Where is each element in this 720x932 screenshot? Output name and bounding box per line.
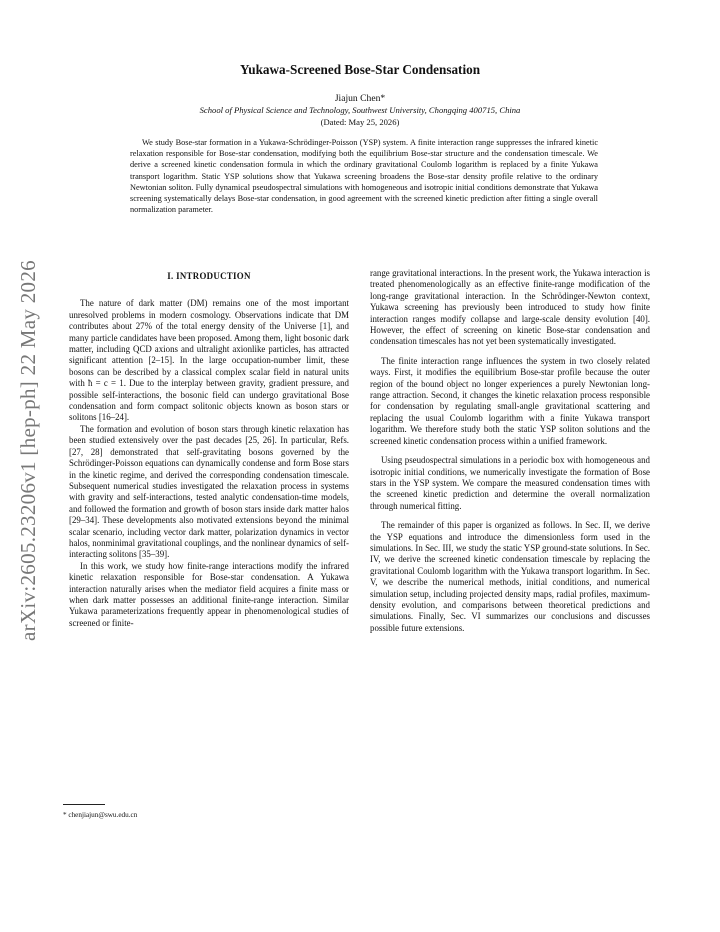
paragraph: The nature of dark matter (DM) remains one of the most important unresolved problems in modern cosmology. Observations indicate that DM contributes about 27% of the total energy density of the Universe [1], and many particle candidates have been proposed. Among them, light bosonic dark matter, including QCD axions and ultralight axionlike particles, has attracted significant attention [2–15]. In the large occupation-number limit, these bosons can be described by a classical complex scalar field in natural units with ħ = c = 1. Due to the interplay between gravity, gradient pressure, and possible self-interactions, the bosonic field can undergo gravitational Bose condensation and form compact solitonic objects known as boson stars or solitons [16–24]. bbox=[69, 298, 349, 423]
paragraph: The remainder of this paper is organized as follows. In Sec. II, we derive the YSP equations and introduce the dimensionless form used in the simulations. In Sec. III, we study the static YSP ground-state solutions. In Sec. IV, we derive the screened kinetic condensation timescale by replacing the gravitational Coulomb logarithm with the Yukawa transport logarithm. In Sec. V, we describe the numerical methods, initial conditions, and numerical simulation setup, including projected density maps, radial profiles, maximum-density evolution, and comparisons between theoretical predictions and simulations. Finally, Sec. VI summarizes our conclusions and discusses possible future extensions. bbox=[370, 520, 650, 633]
paragraph: Using pseudospectral simulations in a periodic box with homogeneous and isotropic initial conditions, we numerically investigate the formation of Bose stars in the YSP system. We compare the measured condensation times with the screened kinetic prediction and determine the overall normalization through numerical fitting. bbox=[370, 455, 650, 511]
date-line: (Dated: May 25, 2026) bbox=[320, 117, 400, 127]
section-heading-introduction: I. INTRODUCTION bbox=[167, 271, 251, 281]
right-column bbox=[370, 268, 650, 634]
affiliation: School of Physical Science and Technology, Southwest University, Chongqing 400715, China bbox=[199, 105, 521, 115]
paper-title: Yukawa-Screened Bose-Star Condensation bbox=[239, 62, 481, 77]
abstract: We study Bose-star formation in a Yukawa-Schrödinger-Poisson (YSP) system. A finite interaction range suppresses the infrared kinetic relaxation responsible for Bose-star condensation, modifying both the equilibrium Bose-star structure and the condensation timescale. We derive a screened kinetic condensation formula in which the ordinary gravitational Coulomb logarithm is replaced by a finite Yukawa transport logarithm. Static YSP solutions show that Yukawa screening broadens the Bose-star density profile relative to the ordinary Newtonian soliton. Fully dynamical pseudospectral simulations with homogeneous and isotropic initial conditions demonstrate that Yukawa screening systematically delays Bose-star condensation, in good agreement with the screened kinetic prediction after fitting a single overall normalization parameter. bbox=[130, 138, 598, 215]
arxiv-identifier bbox=[8, 240, 48, 660]
paragraph: The formation and evolution of boson stars through kinetic relaxation has been studied extensively over the past decades [25, 26]. In particular, Refs. [27, 28] demonstrated that self-gravitating bosons governed by the Schrödinger-Poisson equations can dynamically condense and form Bose stars in the kinetic regime, and derived the corresponding condensation timescale. Subsequent numerical studies investigated the relaxation process in systems with gravity and self-interactions, tested analytic condensation-time models, and followed the formation and growth of boson stars inside dark matter halos [29–34]. These developments also motivated extensions beyond the minimal scalar scenario, including vector dark matter, polarization dynamics in vector halos, nonminimal gravitational couplings, and the nonlinear dynamics of self-interacting solitons [35–39]. bbox=[69, 423, 349, 560]
paragraph: In this work, we study how finite-range interactions modify the infrared kinetic relaxation responsible for Bose-star condensation. A Yukawa interaction naturally arises when the mediator field acquires a finite mass or when dark matter possesses an additional finite-range interaction. Similar Yukawa parameterizations frequently appear in phenomenological studies of screened or finite- bbox=[69, 560, 349, 628]
arxiv-identifier-text: arXiv:2605.23206v1 [hep-ph] 22 May 2026 bbox=[15, 259, 40, 641]
author-line: Jiajun Chen* bbox=[334, 93, 386, 104]
paragraph: range gravitational interactions. In the present work, the Yukawa interaction is treated phenomenologically as an effective finite-range modification of the long-range gravitational interaction. In the Schrödinger-Newton context, Yukawa screening has previously been introduced to study how finite interaction ranges modify collapse and large-scale density evolution [40]. However, the effect of screening on kinetic Bose-star condensation and condensation timescales has not yet been systematically investigated. bbox=[370, 268, 650, 347]
footnote-rule bbox=[63, 790, 105, 805]
footnote: * chenjiajun@swu.edu.cn bbox=[63, 811, 138, 819]
paragraph: The finite interaction range influences the system in two closely related ways. First, it modifies the equilibrium Bose-star profile because the outer region of the bound object no longer experiences a purely Newtonian long-range attraction. Second, it changes the kinetic relaxation process responsible for condensation by regulating small-angle gravitational scattering and replacing the usual Coulomb logarithm with a finite Yukawa transport logarithm. We therefore study both the static YSP soliton solutions and the screened kinetic condensation process within a unified framework. bbox=[370, 355, 650, 446]
left-column bbox=[69, 268, 349, 629]
